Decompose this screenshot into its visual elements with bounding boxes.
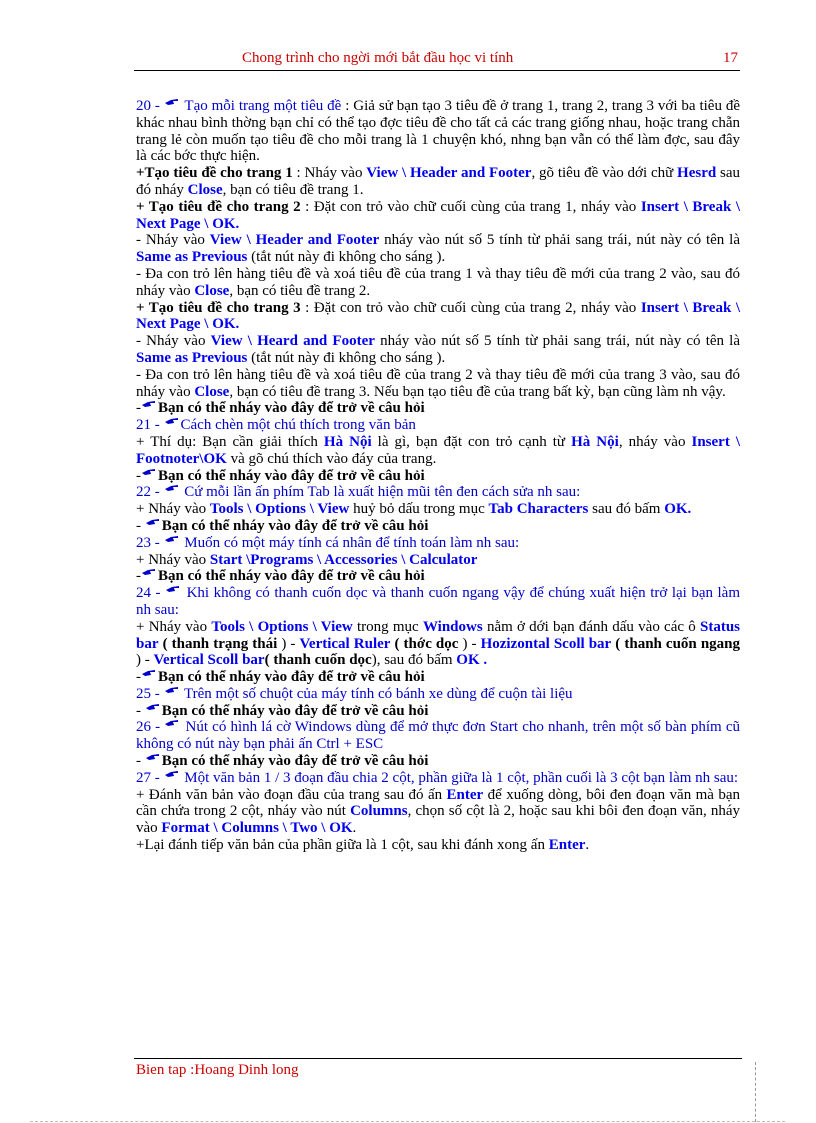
q20-text: : Giả sử bạn tạo 3 tiêu đề ở trang 1, trang 2, trang 3 với ba tiêu đề khác nhau bình thờng bạn chỉ có thể tạo đợc tiêu đề cho tất cả các trang giống nhau, hoặc trang chẵn trang lẻ còn muốn tạo tiêu đề cho mỗi trang là 1 chuyện khó, nhng bạn vẫn có thể làm đợc, sau đây là các bớc thực hiện.	[136, 98, 741, 165]
bold-text: ( thanh trạng thái	[162, 635, 278, 652]
back-link-text[interactable]: Bạn có thể nháy vào đây để trở về câu hỏi	[161, 702, 429, 719]
keyword: OK.	[664, 501, 692, 518]
footer-editor: Bien tap :Hoang Dinh long	[136, 1062, 299, 1078]
q25-title-link[interactable]: Trên một số chuột của máy tính có bánh xe dùng để cuộn tài liệu	[183, 685, 573, 702]
pointing-hand-icon	[146, 703, 160, 711]
step-text: sau đó nháy	[136, 165, 741, 198]
step-text: : Đặt con trỏ vào chữ cuối cùng của trang 1, nháy vào	[305, 198, 637, 215]
keyword: Enter	[446, 786, 484, 803]
step-line: + Đánh văn bản vào đoạn đầu của trang sau đó ấn Enter để xuống dòng, bôi đen đoạn văn mà bạn cần chứa trong 2 cột, nháy vào nút Columns, chọn số cột là 2, hoặc sau khi bôi đen đoạn văn, nháy vào Format \ Columns \ Two \ OK.	[136, 786, 741, 837]
step-text: + Nháy vào	[136, 501, 207, 518]
back-link-text[interactable]: Bạn có thể nháy vào đây để trở về câu hỏi	[158, 467, 425, 484]
back-to-question-link[interactable]	[136, 669, 740, 686]
keyword: Hozizontal Scoll bar	[480, 635, 612, 652]
question-number: 21 -	[136, 417, 160, 434]
keyword: Vertical Scoll bar	[153, 652, 265, 669]
q23-title-link[interactable]: Muốn có một máy tính cá nhân để tính toán làm nh sau:	[184, 534, 520, 551]
q22-paragraph	[136, 484, 740, 501]
dash: -	[136, 669, 141, 686]
menu-path: View \ Header and Footer	[366, 165, 532, 182]
pointing-hand-icon	[165, 484, 179, 492]
question-number: 26 -	[136, 719, 161, 736]
pointing-hand-icon	[165, 98, 179, 106]
step-text: để xuống dòng, bôi đen đoạn văn mà bạn cần chứa trong 2 cột, nháy vào nút	[136, 786, 741, 820]
pointing-hand-icon	[142, 568, 156, 576]
menu-path: Insert \ Break \ Next Page \ OK.	[136, 198, 740, 232]
keyword: Hesrd	[677, 165, 717, 182]
back-to-question-link[interactable]	[136, 468, 740, 485]
keyword: Vertical Ruler	[299, 635, 391, 652]
back-to-question-link[interactable]	[136, 753, 740, 770]
step-text: (tắt nút này đi không cho sáng ).	[251, 249, 446, 266]
q24-title-link[interactable]: Khi không có thanh cuốn dọc và thanh cuốn ngang vậy để chúng xuất hiện trở lại bạn làm nh sau:	[136, 585, 741, 618]
question-number: 22 -	[136, 484, 160, 501]
back-link-text[interactable]: Bạn có thể nháy vào đây để trở về câu hỏi	[158, 568, 425, 585]
step-text: ), sau đó bấm	[371, 652, 453, 669]
step-text: ) -	[462, 635, 477, 652]
keyword: Close	[194, 282, 230, 299]
step-heading: +Tạo tiêu đề cho trang 1	[136, 165, 293, 182]
menu-path: Tools \ Options \ View	[209, 501, 350, 518]
step-text: +Lại đánh tiếp văn bản của phần giữa là 1 cột, sau khi đánh xong ấn	[136, 837, 545, 854]
step-text: + Nháy vào	[136, 618, 208, 635]
step-line	[136, 165, 740, 199]
page-bottom-guide	[30, 1121, 785, 1122]
step-line	[136, 333, 740, 367]
step-line	[136, 552, 740, 569]
menu-path: View \ Heard and Footer	[210, 333, 375, 350]
step-line	[136, 367, 740, 401]
step-text: , bạn có tiêu đề trang 1.	[222, 181, 364, 198]
step-line	[136, 266, 740, 300]
keyword: Hà Nội	[571, 433, 619, 450]
q22-title-link[interactable]: Cứ mỗi lần ấn phím Tab là xuất hiện mũi tên đen cách sửa nh sau:	[184, 484, 581, 501]
q27-title-link[interactable]: Một văn bản 1 / 3 đoạn đầu chia 2 cột, phần giữa là 1 cột, phần cuối là 3 cột bạn làm nh sau:	[184, 769, 739, 786]
keyword: Windows	[422, 618, 483, 635]
back-link-text[interactable]: Bạn có thể nháy vào đây để trở về câu hỏi	[161, 517, 429, 534]
step-line	[136, 501, 740, 518]
step-heading: + Tạo tiêu đề cho trang 3	[136, 299, 301, 316]
keyword: Columns	[350, 803, 408, 820]
pointing-hand-icon	[165, 535, 179, 543]
step-heading: + Tạo tiêu đề cho trang 2	[136, 198, 301, 215]
pointing-hand-icon	[165, 686, 179, 694]
q24-paragraph	[136, 585, 740, 619]
back-to-question-link[interactable]	[136, 400, 740, 417]
document-body	[136, 98, 740, 854]
step-text: huỷ bỏ dấu trong mục	[353, 501, 485, 518]
dash: -	[136, 568, 141, 585]
q21-paragraph	[136, 417, 740, 434]
step-text: (tắt nút này đi không cho sáng ).	[251, 349, 446, 366]
q20-title-link[interactable]: Tạo mỗi trang một tiêu đề	[184, 98, 342, 114]
q27-paragraph	[136, 770, 740, 787]
step-text: - Nháy vào	[136, 232, 205, 249]
step-text: - Đa con trỏ lên hàng tiêu đề và xoá tiêu đề của trang 1 và thay tiêu đề mới của trang 2 vào, sau đó nháy vào	[136, 265, 740, 299]
step-text: + Thí dụ: Bạn cần giải thích	[136, 433, 318, 450]
menu-path: Insert \ Break \ Next Page \ OK.	[136, 299, 740, 333]
back-to-question-link[interactable]	[136, 568, 740, 585]
step-text: và gõ chú thích vào đáy của trang.	[230, 450, 437, 467]
step-text: , nháy vào	[618, 433, 686, 450]
keyword: Enter	[548, 837, 586, 854]
step-text: : Nháy vào	[296, 165, 363, 182]
step-text: là gì, bạn đặt con trỏ cạnh từ	[377, 433, 566, 450]
page-number: 17	[723, 50, 738, 66]
step-text: , bạn có tiêu đề trang 3. Nếu bạn tạo tiêu đề của trang bất kỳ, bạn cũng làm nh vậy.	[229, 383, 726, 400]
pointing-hand-icon	[142, 669, 156, 677]
menu-path: Start \Programs \ Accessories \ Calculator	[209, 551, 478, 568]
step-line	[136, 199, 740, 233]
step-text: nháy vào nút số 5 tính từ phải sang trái, nút này có tên là	[384, 232, 740, 249]
q25-paragraph	[136, 686, 740, 703]
keyword: Hà Nội	[323, 433, 372, 450]
step-line	[136, 232, 740, 266]
step-text: : Đặt con trỏ vào chữ cuối cùng của trang 2, nháy vào	[305, 299, 637, 316]
pointing-hand-icon	[142, 400, 156, 408]
question-number: 25 -	[136, 685, 160, 702]
back-link-text[interactable]: Bạn có thể nháy vào đây để trở về câu hỏi	[161, 753, 429, 770]
pointing-hand-icon	[146, 753, 160, 761]
back-link-text[interactable]: Bạn có thể nháy vào đây để trở về câu hỏi	[158, 669, 425, 686]
step-text: - Nháy vào	[136, 333, 206, 350]
q26-paragraph	[136, 719, 740, 753]
step-text: , bạn có tiêu đề trang 2.	[229, 282, 371, 299]
step-text: , chọn số cột là 2, hoặc sau khi bôi đen đoạn văn, nháy vào	[136, 803, 741, 837]
bold-text: ( thanh cuốn dọc	[264, 652, 372, 669]
dash: -	[136, 400, 141, 417]
pointing-hand-icon	[165, 770, 179, 778]
dash: -	[136, 517, 145, 534]
step-line: +Lại đánh tiếp văn bản của phần giữa là 1 cột, sau khi đánh xong ấn Enter.	[136, 837, 590, 854]
q23-paragraph	[136, 535, 740, 552]
question-number: 23 -	[136, 534, 160, 551]
menu-path: Insert \ Footnoter\OK	[136, 433, 741, 467]
back-to-question-link[interactable]	[136, 518, 740, 535]
q21-title-link[interactable]: Cách chèn một chú thích trong văn bản	[180, 417, 416, 434]
keyword: Close	[187, 181, 223, 198]
pointing-hand-icon	[165, 417, 179, 425]
bold-text: ( thớc dọc	[394, 635, 459, 652]
step-text: + Nháy vào	[136, 551, 207, 568]
pointing-hand-icon	[166, 585, 180, 593]
keyword: Same as Previous	[136, 349, 248, 366]
pointing-hand-icon	[142, 468, 156, 476]
question-number: 20 -	[136, 98, 160, 114]
q20-paragraph	[136, 98, 740, 165]
keyword: OK .	[456, 652, 488, 669]
step-text: ) -	[281, 635, 296, 652]
back-to-question-link[interactable]	[136, 703, 740, 720]
keyword: Same as Previous	[136, 249, 248, 266]
back-link-text[interactable]: Bạn có thể nháy vào đây để trở về câu hỏi	[158, 400, 425, 417]
step-text: nằm ở dới bạn đánh dấu vào các ô	[486, 618, 696, 635]
step-line	[136, 434, 740, 468]
page-footer	[134, 1058, 742, 1078]
page-header	[134, 48, 740, 71]
keyword: Tab Characters	[488, 501, 589, 518]
dash: -	[136, 467, 141, 484]
menu-path: Tools \ Options \ View	[211, 618, 353, 635]
step-text: trong mục	[356, 618, 419, 635]
dash: -	[136, 702, 145, 719]
step-text: sau đó bấm	[592, 501, 661, 518]
pointing-hand-icon	[146, 518, 160, 526]
page-margin-guide	[755, 1062, 756, 1122]
header-title: Chong trình cho ngời mới bắt đầu học vi tính	[242, 50, 514, 66]
bold-text: ( thanh cuốn ngang	[615, 635, 741, 652]
menu-path: View \ Header and Footer	[209, 232, 380, 249]
keyword: Status bar	[136, 618, 741, 652]
step-text: - Đa con trỏ lên hàng tiêu đề và xoá tiêu đề của trang 2 và thay tiêu đề mới của trang 3 vào, sau đó nháy vào	[136, 366, 740, 400]
step-line	[136, 300, 740, 334]
menu-path: Format \ Columns \ Two \ OK	[161, 820, 353, 837]
step-text: , gõ tiêu đề vào dới chữ	[531, 165, 674, 182]
question-number: 24 -	[136, 585, 161, 602]
dash: -	[136, 753, 145, 770]
step-text: ) -	[136, 652, 150, 669]
pointing-hand-icon	[165, 719, 179, 727]
question-number: 27 -	[136, 769, 160, 786]
q26-title-link[interactable]: Nút có hình lá cờ Windows dùng để mở thực đơn Start cho nhanh, trên một số bàn phím cũ không có nút này bạn phải ấn Ctrl + ESC	[136, 719, 741, 753]
step-text: nháy vào nút số 5 tính từ phải sang trái, nút này có tên là	[380, 333, 741, 350]
step-line	[136, 619, 740, 669]
step-text: + Đánh văn bản vào đoạn đầu của trang sau đó ấn	[136, 786, 443, 803]
keyword: Close	[194, 383, 230, 400]
